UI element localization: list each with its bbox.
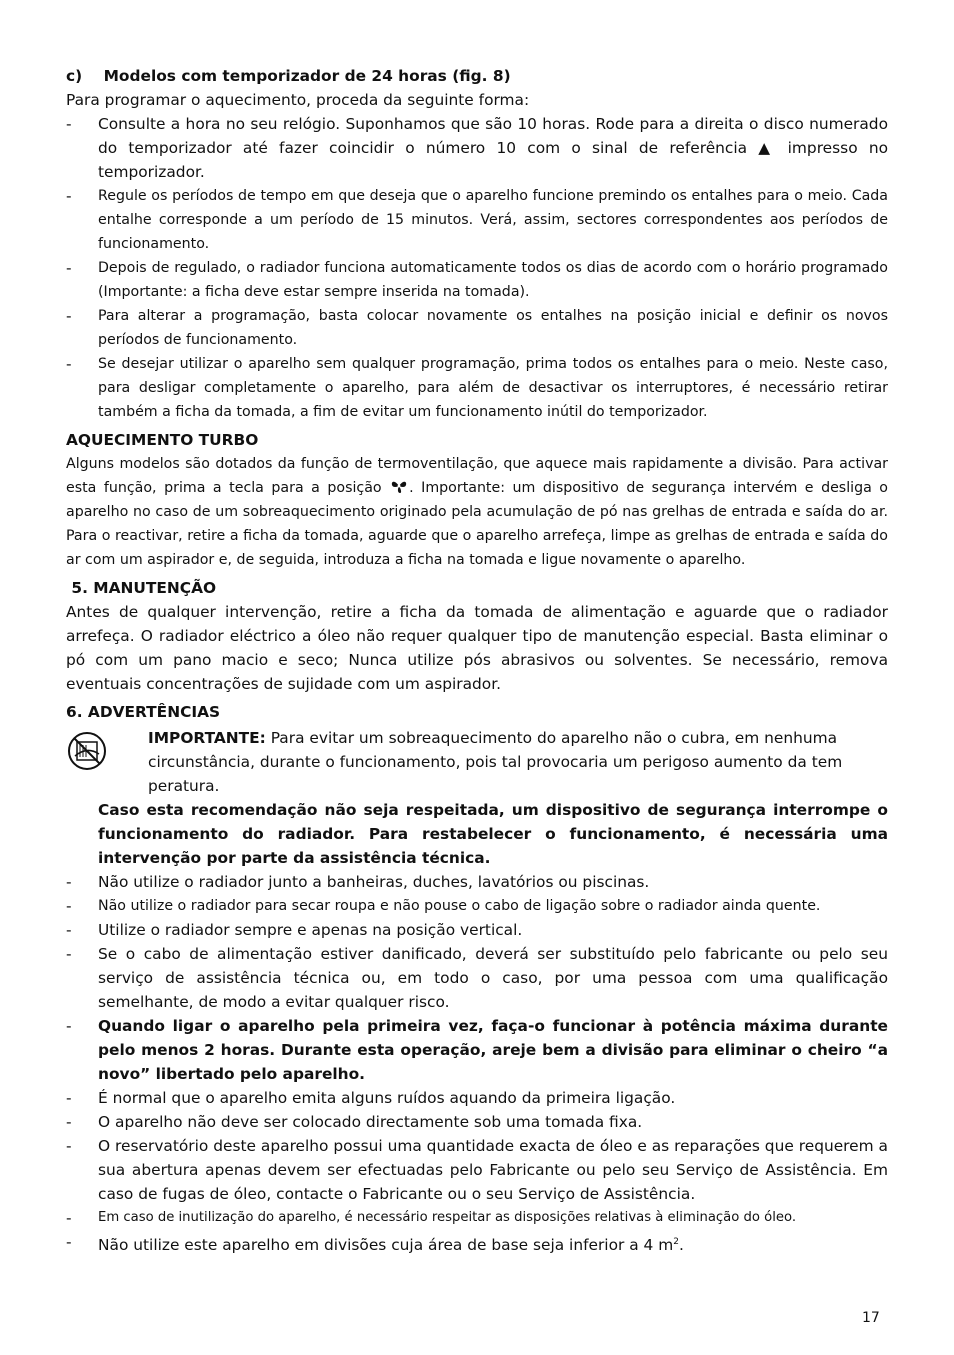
section-c-heading: [66, 64, 888, 88]
warning-bold-note: Caso esta recomendação não seja respeitada, um dispositivo de segurança interrompe o funcionamento do radiador. Para restabelecer o funcionamento, é necessária uma intervenção por parte da assistência técnica.: [98, 801, 888, 867]
list-item: - É normal que o aparelho emita alguns ruídos aquando da primeira ligação.: [66, 1089, 676, 1107]
list-item: - Não utilize este aparelho em divisões cuja área de base seja inferior a 4 $m^2$.: [66, 1233, 684, 1255]
section-c-intro: Para programar o aquecimento, proceda da seguinte forma:: [66, 91, 530, 109]
list-item: - Para alterar a programação, basta colocar novamente os entalhes na posição inicial e definir os novos períodos de funcionamento.: [66, 307, 888, 348]
list-item: - Em caso de inutilização do aparelho, é necessário respeitar as disposições relativas à eliminação do óleo.: [66, 1209, 797, 1227]
maintenance-heading: 5. MANUTENÇÃO: [71, 579, 217, 597]
section-c-title: Modelos com temporizador de 24 horas (fig. 8): [103, 67, 511, 85]
section-c-marker: c): [66, 67, 83, 85]
list-item: - Regule os períodos de tempo em que deseja que o aparelho funcione premindo os entalhes para o meio. Cada entalhe corresponde a um período de 15 minutos. Verá, assim, sectores correspondentes aos períodos de funcionamento.: [66, 187, 888, 252]
turbo-heading: AQUECIMENTO TURBO: [66, 431, 259, 449]
list-item: - Quando ligar o aparelho pela primeira vez, faça-o funcionar à potência máxima durante pelo menos 2 horas. Durante esta operação, areje bem a divisão para eliminar o cheiro “a novo” libertado pelo aparelho.: [66, 1017, 888, 1083]
list-item: - Se desejar utilizar o aparelho sem qualquer programação, prima todos os entalhes para o meio. Neste caso, para desligar completamente o aparelho, para além de desactivar os interruptores, é necessário retirar também a ficha da tomada, a fim de evitar um funcionamento inútil do temporizador.: [66, 355, 888, 420]
page-number: 17: [862, 1310, 880, 1326]
important-block: [66, 726, 888, 798]
list-item: - Consulte a hora no seu relógio. Suponhamos que são 10 horas. Rode para a direita o disco numerado do temporizador até fazer coincidir o número 10 com o sinal de referência ▲ impresso no temporizador.: [66, 115, 888, 181]
important-text: IMPORTANTE: Para evitar um sobreaquecimento do aparelho não o cubra, em nenhuma circunstância, durante o funcionamento, pois tal provocaria um perigoso aumento da tem peratura.: [148, 729, 843, 795]
list-item: - Não utilize o radiador junto a banheiras, duches, lavatórios ou piscinas.: [66, 873, 650, 891]
list-item: - Não utilize o radiador para secar roupa e não pouse o cabo de ligação sobre o radiador ainda quente.: [66, 897, 821, 915]
list-item: - Depois de regulado, o radiador funciona automaticamente todos os dias de acordo com o horário programado (Importante: a ficha deve estar sempre inserida na tomada).: [66, 259, 888, 300]
maintenance-text: Antes de qualquer intervenção, retire a ficha da tomada de alimentação e aguarde que o radiador arrefeça. O radiador eléctrico a óleo não requer qualquer tipo de manutenção especial. Basta eliminar o pó com um pano macio e seco; Nunca utilize pós abrasivos ou solventes. Se necessário, remova eventuais concentrações de sujidade com um aspirador.: [66, 603, 888, 693]
document-page: [66, 64, 888, 1257]
fan-icon: [389, 478, 409, 494]
list-item: - Utilize o radiador sempre e apenas na posição vertical.: [66, 921, 523, 939]
list-item: - O aparelho não deve ser colocado directamente sob uma tomada fixa.: [66, 1113, 643, 1131]
warnings-heading: 6. ADVERTÊNCIAS: [66, 703, 221, 721]
list-item: - O reservatório deste aparelho possui uma quantidade exacta de óleo e as reparações que requerem a sua abertura apenas devem ser efectuadas pelo Fabricante ou pelo seu Serviço de Assistência. Em caso de fugas de óleo, contacte o Fabricante ou o seu Serviço de Assistência.: [66, 1137, 888, 1203]
list-item: - Se o cabo de alimentação estiver danificado, deverá ser substituído pelo fabricante ou pelo seu serviço de assistência técnica ou, em todo o caso, por uma pessoa com uma qualificação semelhante, de modo a evitar qualquer risco.: [66, 945, 888, 1011]
turbo-text: Alguns modelos são dotados da função de termoventilação, que aquece mais rapidamente a divisão. Para activar esta função, prima a tecla para a posição . Importante: um dispositivo de segurança intervém e desliga o aparelho no caso de um sobreaquecimento originado pela acumulação de pó nas grelhas de entrada e saída do ar. Para o reactivar, retire a ficha da tomada, aguarde que o aparelho arrefeça, limpe as grelhas de entrada e saída do ar com um aspirador e, de seguida, introduza a ficha na tomada e ligue novamente o aparelho.: [66, 456, 888, 568]
do-not-cover-icon: [66, 726, 148, 776]
